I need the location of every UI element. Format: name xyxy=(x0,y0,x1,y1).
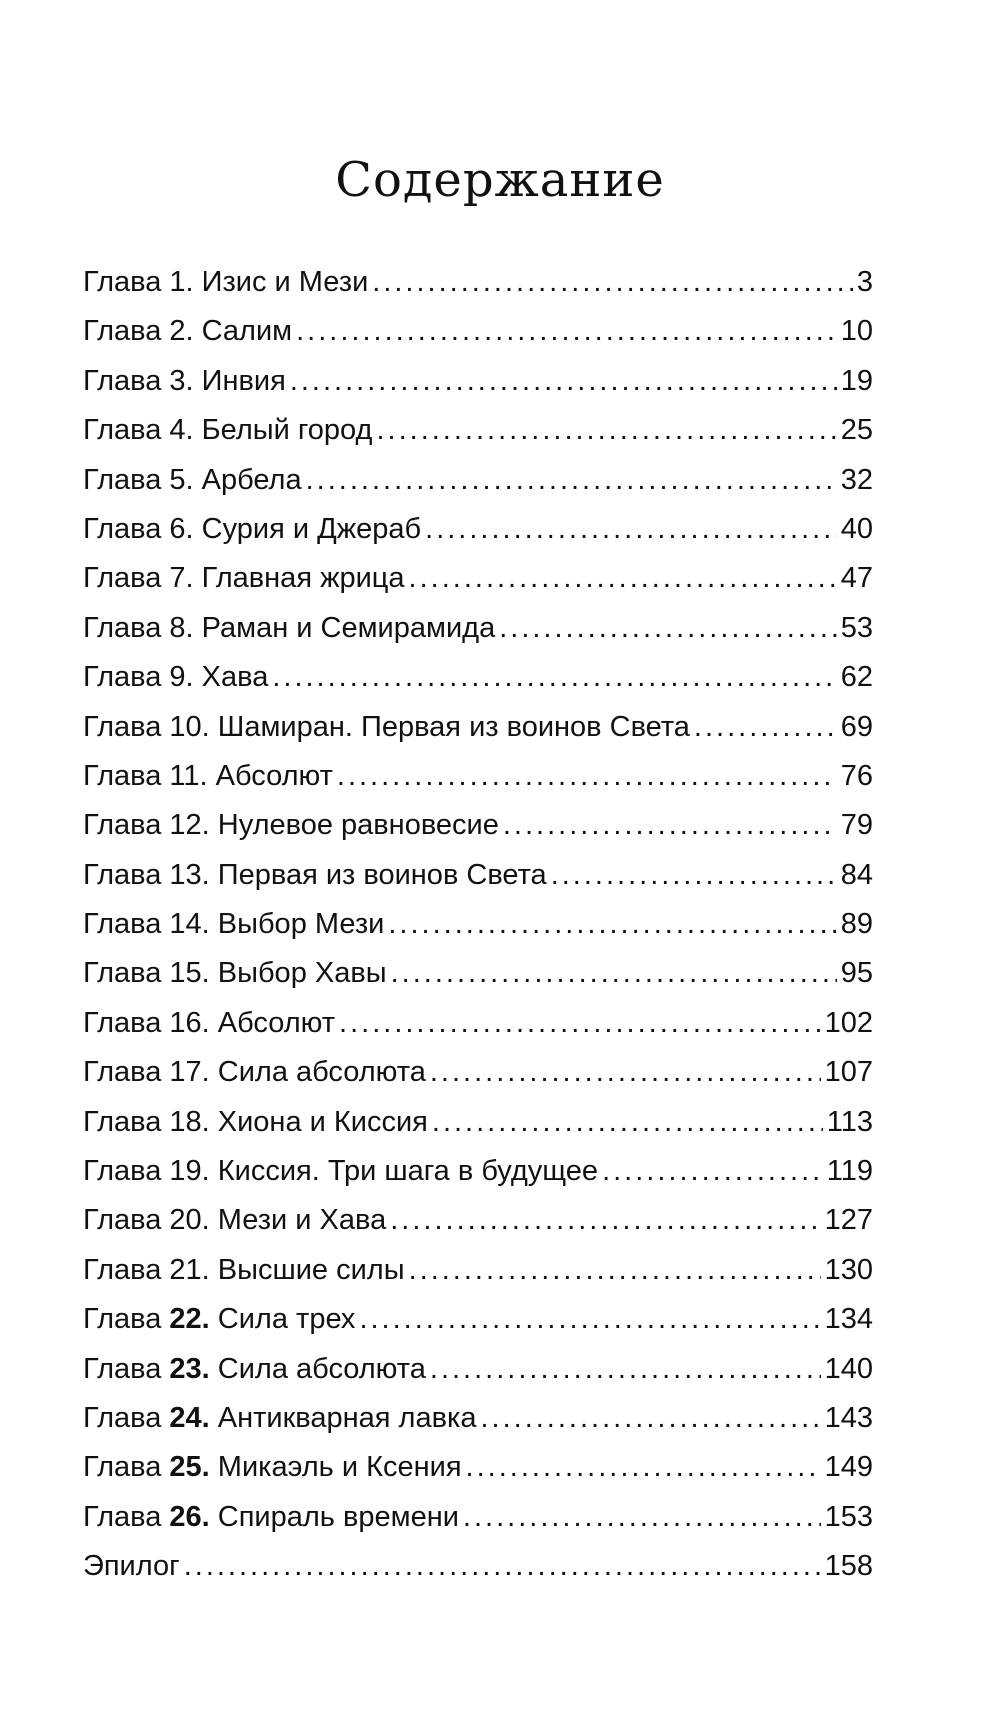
toc-entry-title xyxy=(83,1295,355,1344)
toc-entry-prefix: Глава 5. xyxy=(83,463,202,496)
toc-leader-dots xyxy=(694,703,837,752)
table-of-contents xyxy=(83,258,873,1592)
toc-page-number: 25 xyxy=(840,414,873,447)
toc-entry-number: 26. xyxy=(169,1500,218,1533)
toc-page-number: 153 xyxy=(824,1500,873,1533)
toc-entry-prefix: Глава 18. xyxy=(83,1105,218,1138)
toc-entry-title xyxy=(83,1048,426,1097)
toc-entry-title xyxy=(83,505,421,554)
toc-entry-title xyxy=(83,307,292,356)
toc-entry-prefix: Глава 19. xyxy=(83,1155,218,1188)
toc-entry-text: Микаэль и Ксения xyxy=(217,1451,462,1484)
toc-leader-dots xyxy=(388,900,836,949)
toc-leader-dots xyxy=(306,456,837,505)
toc-entry-text: Первая из воинов Света xyxy=(217,858,547,891)
toc-leader-dots xyxy=(359,1295,820,1344)
toc-entry-title xyxy=(83,1196,386,1245)
toc-entry-title xyxy=(83,801,499,850)
toc-page-number: 62 xyxy=(840,661,873,694)
toc-leader-dots xyxy=(602,1147,823,1196)
toc-page-number: 119 xyxy=(826,1155,873,1188)
toc-entry-text: Хава xyxy=(201,661,269,694)
toc-leader-dots xyxy=(499,604,837,653)
toc-leader-dots xyxy=(290,357,837,406)
toc-page-number: 84 xyxy=(840,858,873,891)
toc-entry-prefix: Глава xyxy=(83,1303,170,1336)
toc-entry-title xyxy=(83,752,333,801)
toc-entry xyxy=(83,1443,873,1492)
toc-entry xyxy=(83,1394,873,1443)
toc-entry-title xyxy=(83,900,384,949)
toc-entry xyxy=(83,900,873,949)
toc-entry-prefix: Глава 3. xyxy=(83,364,202,397)
toc-entry-prefix: Глава 4. xyxy=(83,414,202,447)
toc-page-number: 3 xyxy=(856,266,873,298)
toc-entry-text: Абсолют xyxy=(215,759,333,792)
toc-entry-text: Выбор Мези xyxy=(217,908,385,941)
toc-entry-prefix: Глава 16. xyxy=(83,1006,218,1039)
toc-entry-text: Белый город xyxy=(201,414,373,447)
toc-page-number: 69 xyxy=(840,710,873,743)
toc-entry xyxy=(83,703,873,752)
toc-entry-title xyxy=(83,554,405,603)
toc-entry-title xyxy=(83,1493,459,1542)
toc-leader-dots xyxy=(430,1048,821,1097)
toc-entry-text: Абсолют xyxy=(217,1006,336,1039)
toc-entry-title xyxy=(83,604,495,653)
toc-leader-dots xyxy=(390,1196,820,1245)
toc-entry xyxy=(83,258,873,307)
toc-entry-prefix: Глава 12. xyxy=(83,809,218,842)
toc-page-number: 158 xyxy=(824,1550,873,1583)
toc-entry xyxy=(83,505,873,554)
toc-entry-title xyxy=(83,999,335,1048)
toc-entry xyxy=(83,604,873,653)
toc-entry-title xyxy=(83,258,368,307)
toc-leader-dots xyxy=(372,258,853,307)
toc-entry-title xyxy=(83,456,302,505)
toc-entry xyxy=(83,1098,873,1147)
toc-leader-dots xyxy=(337,752,837,801)
toc-page-number: 140 xyxy=(824,1352,873,1385)
toc-leader-dots xyxy=(296,307,837,356)
toc-page-number: 10 xyxy=(840,315,873,348)
toc-entry-prefix: Глава xyxy=(83,1451,170,1484)
toc-page-number: 53 xyxy=(840,611,873,644)
toc-entry-text: Инвия xyxy=(201,364,286,397)
toc-page-number: 95 xyxy=(840,957,873,990)
toc-entry-text: Салим xyxy=(201,315,293,348)
toc-entry xyxy=(83,307,873,356)
toc-leader-dots xyxy=(339,999,821,1048)
toc-entry xyxy=(83,1295,873,1344)
toc-entry xyxy=(83,1246,873,1295)
toc-entry xyxy=(83,456,873,505)
toc-entry-title xyxy=(83,1246,405,1295)
toc-entry-number: 22. xyxy=(169,1303,218,1336)
toc-page-number: 102 xyxy=(824,1006,873,1039)
toc-page-number: 107 xyxy=(824,1056,873,1089)
toc-page-number: 19 xyxy=(840,364,873,397)
toc-entry-text: Раман и Семирамида xyxy=(201,611,496,644)
toc-entry-prefix: Глава xyxy=(83,1401,170,1434)
toc-page-number: 127 xyxy=(824,1204,873,1237)
toc-entry-prefix: Глава 13. xyxy=(83,858,218,891)
toc-leader-dots xyxy=(376,406,836,455)
toc-leader-dots xyxy=(409,1246,821,1295)
toc-entry xyxy=(83,1196,873,1245)
toc-entry-number: 24. xyxy=(169,1401,218,1434)
toc-entry-text: Изис и Мези xyxy=(201,266,369,298)
toc-page-number: 149 xyxy=(824,1451,873,1484)
toc-entry-title xyxy=(83,1394,476,1443)
toc-leader-dots xyxy=(272,653,836,702)
toc-entry-prefix: Глава 17. xyxy=(83,1056,218,1089)
toc-entry xyxy=(83,949,873,998)
toc-entry xyxy=(83,851,873,900)
toc-entry-text: Выбор Хавы xyxy=(217,957,387,990)
toc-entry-text: Нулевое равновесие xyxy=(217,809,499,842)
toc-entry-title xyxy=(83,703,690,752)
toc-leader-dots xyxy=(480,1394,820,1443)
toc-page-number: 40 xyxy=(840,512,873,545)
toc-entry-text: Спираль времени xyxy=(217,1500,459,1533)
toc-entry-text: Шамиран. Первая из воинов Света xyxy=(217,710,690,743)
toc-entry-text: Высшие силы xyxy=(217,1253,405,1286)
toc-entry xyxy=(83,653,873,702)
toc-entry-text: Антикварная лавка xyxy=(217,1401,477,1434)
toc-entry-prefix: Глава 10. xyxy=(83,710,218,743)
toc-entry-number: 23. xyxy=(169,1352,218,1385)
toc-entry-title xyxy=(83,406,372,455)
toc-entry xyxy=(83,1493,873,1542)
toc-entry-text: Сила абсолюта xyxy=(217,1056,426,1089)
toc-page-number: 113 xyxy=(826,1105,873,1138)
toc-entry xyxy=(83,1345,873,1394)
toc-entry-prefix: Глава xyxy=(83,1352,170,1385)
toc-entry-text: Сила абсолюта xyxy=(217,1352,426,1385)
toc-entry-prefix: Глава 6. xyxy=(83,512,202,545)
toc-page-number: 32 xyxy=(840,463,873,496)
toc-page-number: 130 xyxy=(824,1253,873,1286)
toc-entry-title xyxy=(83,1542,180,1591)
toc-leader-dots xyxy=(391,949,837,998)
toc-page-number: 143 xyxy=(824,1401,873,1434)
toc-page-number: 89 xyxy=(840,908,873,941)
toc-entry xyxy=(83,357,873,406)
toc-entry xyxy=(83,801,873,850)
toc-entry-text: Хиона и Киссия xyxy=(217,1105,428,1138)
toc-entry xyxy=(83,752,873,801)
toc-entry-prefix: Глава 20. xyxy=(83,1204,218,1237)
toc-entry-prefix: Глава 7. xyxy=(83,562,202,595)
toc-entry-prefix: Глава 8. xyxy=(83,611,202,644)
toc-entry-text: Киссия. Три шага в будущее xyxy=(217,1155,599,1188)
toc-leader-dots xyxy=(466,1443,821,1492)
toc-entry-prefix: Глава 9. xyxy=(83,661,202,694)
toc-entry-title xyxy=(83,949,387,998)
toc-entry-title xyxy=(83,1098,428,1147)
toc-entry-title xyxy=(83,1345,426,1394)
toc-page-number: 79 xyxy=(840,809,873,842)
toc-entry xyxy=(83,406,873,455)
toc-leader-dots xyxy=(425,505,837,554)
toc-entry-prefix: Глава 15. xyxy=(83,957,218,990)
toc-leader-dots xyxy=(432,1098,823,1147)
toc-entry-title xyxy=(83,1443,462,1492)
toc-leader-dots xyxy=(184,1542,821,1591)
toc-entry xyxy=(83,999,873,1048)
toc-entry-title xyxy=(83,1147,598,1196)
toc-entry xyxy=(83,1542,873,1591)
page-title: Содержание xyxy=(335,152,665,208)
toc-entry-text: Сила трех xyxy=(217,1303,356,1336)
toc-page-number: 76 xyxy=(840,759,873,792)
toc-leader-dots xyxy=(463,1493,821,1542)
toc-leader-dots xyxy=(551,851,837,900)
toc-entry-number: 25. xyxy=(169,1451,218,1484)
toc-entry-text: Мези и Хава xyxy=(217,1204,387,1237)
toc-leader-dots xyxy=(409,554,837,603)
toc-leader-dots xyxy=(503,801,837,850)
toc-entry-prefix: Глава 1. xyxy=(83,266,202,298)
toc-entry-text: Арбела xyxy=(201,463,302,496)
toc-entry-prefix: Глава 2. xyxy=(83,315,202,348)
toc-page-number: 134 xyxy=(824,1303,873,1336)
toc-entry xyxy=(83,554,873,603)
toc-entry-prefix: Глава xyxy=(83,1500,170,1533)
toc-leader-dots xyxy=(430,1345,821,1394)
toc-entry-text: Сурия и Джераб xyxy=(201,512,422,545)
toc-entry-title xyxy=(83,653,268,702)
toc-page-number: 47 xyxy=(840,562,873,595)
toc-entry xyxy=(83,1048,873,1097)
toc-entry-prefix: Глава 11. xyxy=(83,759,216,792)
toc-entry-prefix: Глава 14. xyxy=(83,908,218,941)
toc-entry-text: Главная жрица xyxy=(201,562,405,595)
toc-entry-text: Эпилог xyxy=(83,1550,180,1583)
toc-entry xyxy=(83,1147,873,1196)
toc-entry-title xyxy=(83,851,547,900)
toc-entry-prefix: Глава 21. xyxy=(83,1253,218,1286)
toc-entry-title xyxy=(83,357,286,406)
